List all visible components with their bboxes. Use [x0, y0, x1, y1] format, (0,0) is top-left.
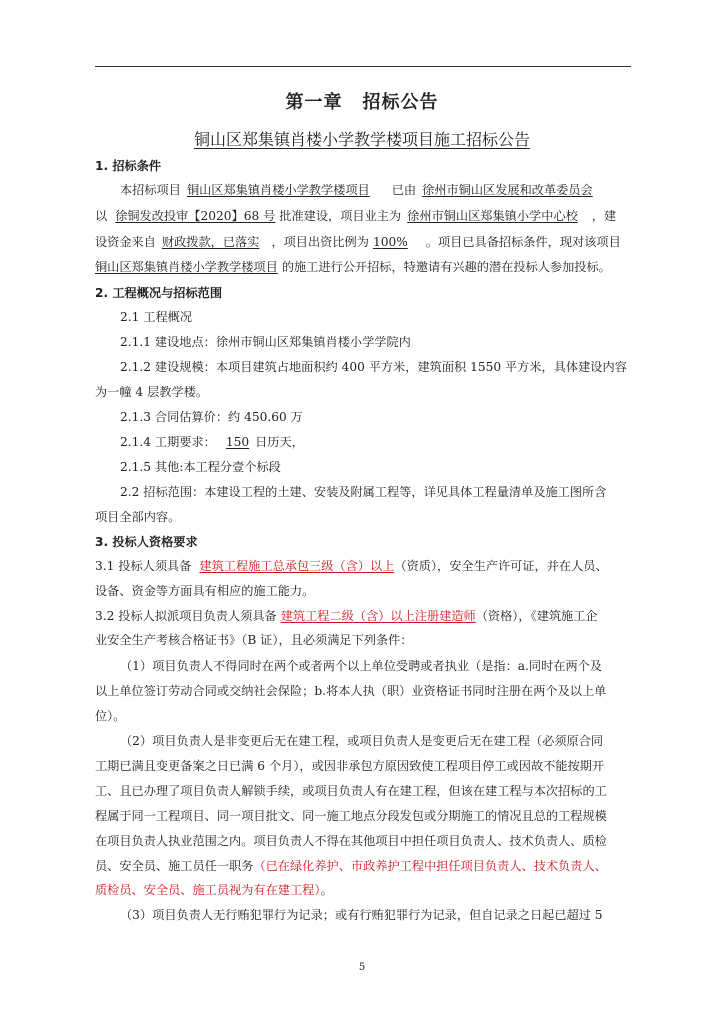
- section-3-heading: 3. 投标人资格要求: [95, 535, 198, 549]
- paragraph-line: 位）。: [95, 709, 126, 723]
- paragraph-line: 为一幢 4 层教学楼。: [95, 385, 209, 399]
- paragraph-line: 2.1.2 建设规模：本项目建筑占地面积约 400 平方米，建筑面积 1550 平方米，具体建设内容: [120, 360, 627, 374]
- paragraph-line: 3.1 投标人须具备 建筑工程施工总承包三级（含）以上（资质），安全生产许可证，并在人员、: [95, 559, 608, 573]
- condition-3: （3）项目负责人无行贿犯罪行为记录；或有行贿犯罪行为记录，但自记录之日起已超过 5: [120, 908, 603, 922]
- paragraph-line: 项目全部内容。: [95, 510, 181, 524]
- paragraph-line: 3.2 投标人拟派项目负责人须具备 建筑工程二级（含）以上注册建造师（资格），《建筑施工企: [95, 609, 598, 623]
- announcement-title: [0, 127, 724, 150]
- announcement-title-text: 铜山区郑集镇肖楼小学教学楼项目施工招标公告: [193, 130, 530, 149]
- paragraph-line: 2.1 工程概况: [120, 310, 193, 324]
- project-name-field: 铜山区郑集镇肖楼小学教学楼项目: [186, 183, 370, 197]
- ratio-field: 100%: [372, 235, 408, 249]
- duration-line: 2.1.4 工期要求： 150 日历天，: [120, 435, 304, 449]
- paragraph-line: 程属于同一工程项目、同一项目批文、同一施工地点分段发包或分期施工的情况且总的工程规模: [95, 809, 607, 823]
- highlighted-note: 质检员、安全员、施工员视为有在建工程）: [95, 883, 321, 897]
- section-2-heading: 2. 工程概况与招标范围: [95, 286, 223, 300]
- manager-qualification: 建筑工程二级（含）以上注册建造师: [280, 609, 476, 623]
- funding-field: 财政拨款，已落实: [161, 235, 260, 249]
- project-name-field: 铜山区郑集镇肖楼小学教学楼项目: [95, 260, 278, 274]
- paragraph-line: 在项目负责人执业范围之内。项目负责人不得在其他项目中担任项目负责人、技术负责人、质检: [95, 834, 607, 848]
- paragraph-line: 工期已满且变更备案之日已满 6 个月），或因非承包方原因致使工程项目停工或因故不能按期开: [95, 759, 605, 773]
- paragraph-line: 业安全生产考核合格证书》（B 证），且必须满足下列条件：: [95, 633, 413, 647]
- chapter-name: 招标公告: [362, 92, 439, 113]
- owner-field: 徐州市铜山区郑集镇小学中心校: [407, 209, 578, 223]
- section-1-heading: 1. 招标条件: [95, 159, 162, 173]
- highlighted-note: （已在绿化养护、市政养护工程中担任项目负责人、技术负责人、: [253, 859, 607, 873]
- paragraph-line: 本招标项目 铜山区郑集镇肖楼小学教学楼项目 已由 徐州市铜山区发展和改革委员会: [120, 183, 593, 197]
- paragraph-line: 铜山区郑集镇肖楼小学教学楼项目 的施工进行公开招标，特邀请有兴趣的潜在投标人参加投标。: [95, 260, 611, 274]
- paragraph-line: 工、且已办理了项目负责人解锁手续，或项目负责人有在建工程，但该在建工程与本次招标的工: [95, 784, 607, 798]
- condition-2: （2）项目负责人是非变更后无在建工程，或项目负责人是变更后无在建工程（必须原合同: [120, 734, 604, 748]
- duration-field: 150: [225, 435, 250, 449]
- page-number: 5: [358, 962, 366, 973]
- paragraph-line: 以 徐铜发改投审【2020】68 号 批准建设，项目业主为 徐州市铜山区郑集镇小学中心校 ，建: [95, 209, 617, 223]
- condition-1: （1）项目负责人不得同时在两个或者两个以上单位受聘或者执业（是指：a.同时在两个及: [120, 659, 603, 673]
- approval-number-field: 徐铜发改投审【2020】68 号: [115, 209, 276, 223]
- qualification-requirement: 建筑工程施工总承包三级（含）以上: [199, 559, 395, 573]
- paragraph-line: 设备、资金等方面具有相应的施工能力。: [95, 584, 315, 598]
- contract-estimate: 2.1.3 合同估算价：约 450.60 万: [120, 410, 303, 424]
- chapter-title: [0, 88, 724, 114]
- paragraph-line: 设资金来自 财政拨款，已落实 ，项目出资比例为 100% 。项目已具备招标条件，现对该项目: [95, 235, 621, 249]
- paragraph-line: 2.1.1 建设地点：徐州市铜山区郑集镇肖楼小学学院内: [120, 335, 411, 349]
- paragraph-line: 以上单位签订劳动合同或交纳社会保险；b.将本人执（职）业资格证书同时注册在两个及以上单: [95, 684, 607, 698]
- paragraph-line: 2.1.5 其他:本工程分壹个标段: [120, 460, 281, 474]
- approval-authority-field: 徐州市铜山区发展和改革委员会: [422, 183, 593, 197]
- chapter-number: 第一章: [285, 92, 343, 113]
- paragraph-line: 2.2 招标范围：本建设工程的土建、安装及附属工程等，详见具体工程量清单及施工图所含: [120, 485, 607, 499]
- header-rule: [95, 66, 631, 67]
- paragraph-line: 质检员、安全员、施工员视为有在建工程）。: [95, 883, 333, 897]
- paragraph-line: 员、安全员、施工员任一职务（已在绿化养护、市政养护工程中担任项目负责人、技术负责人、: [95, 859, 607, 873]
